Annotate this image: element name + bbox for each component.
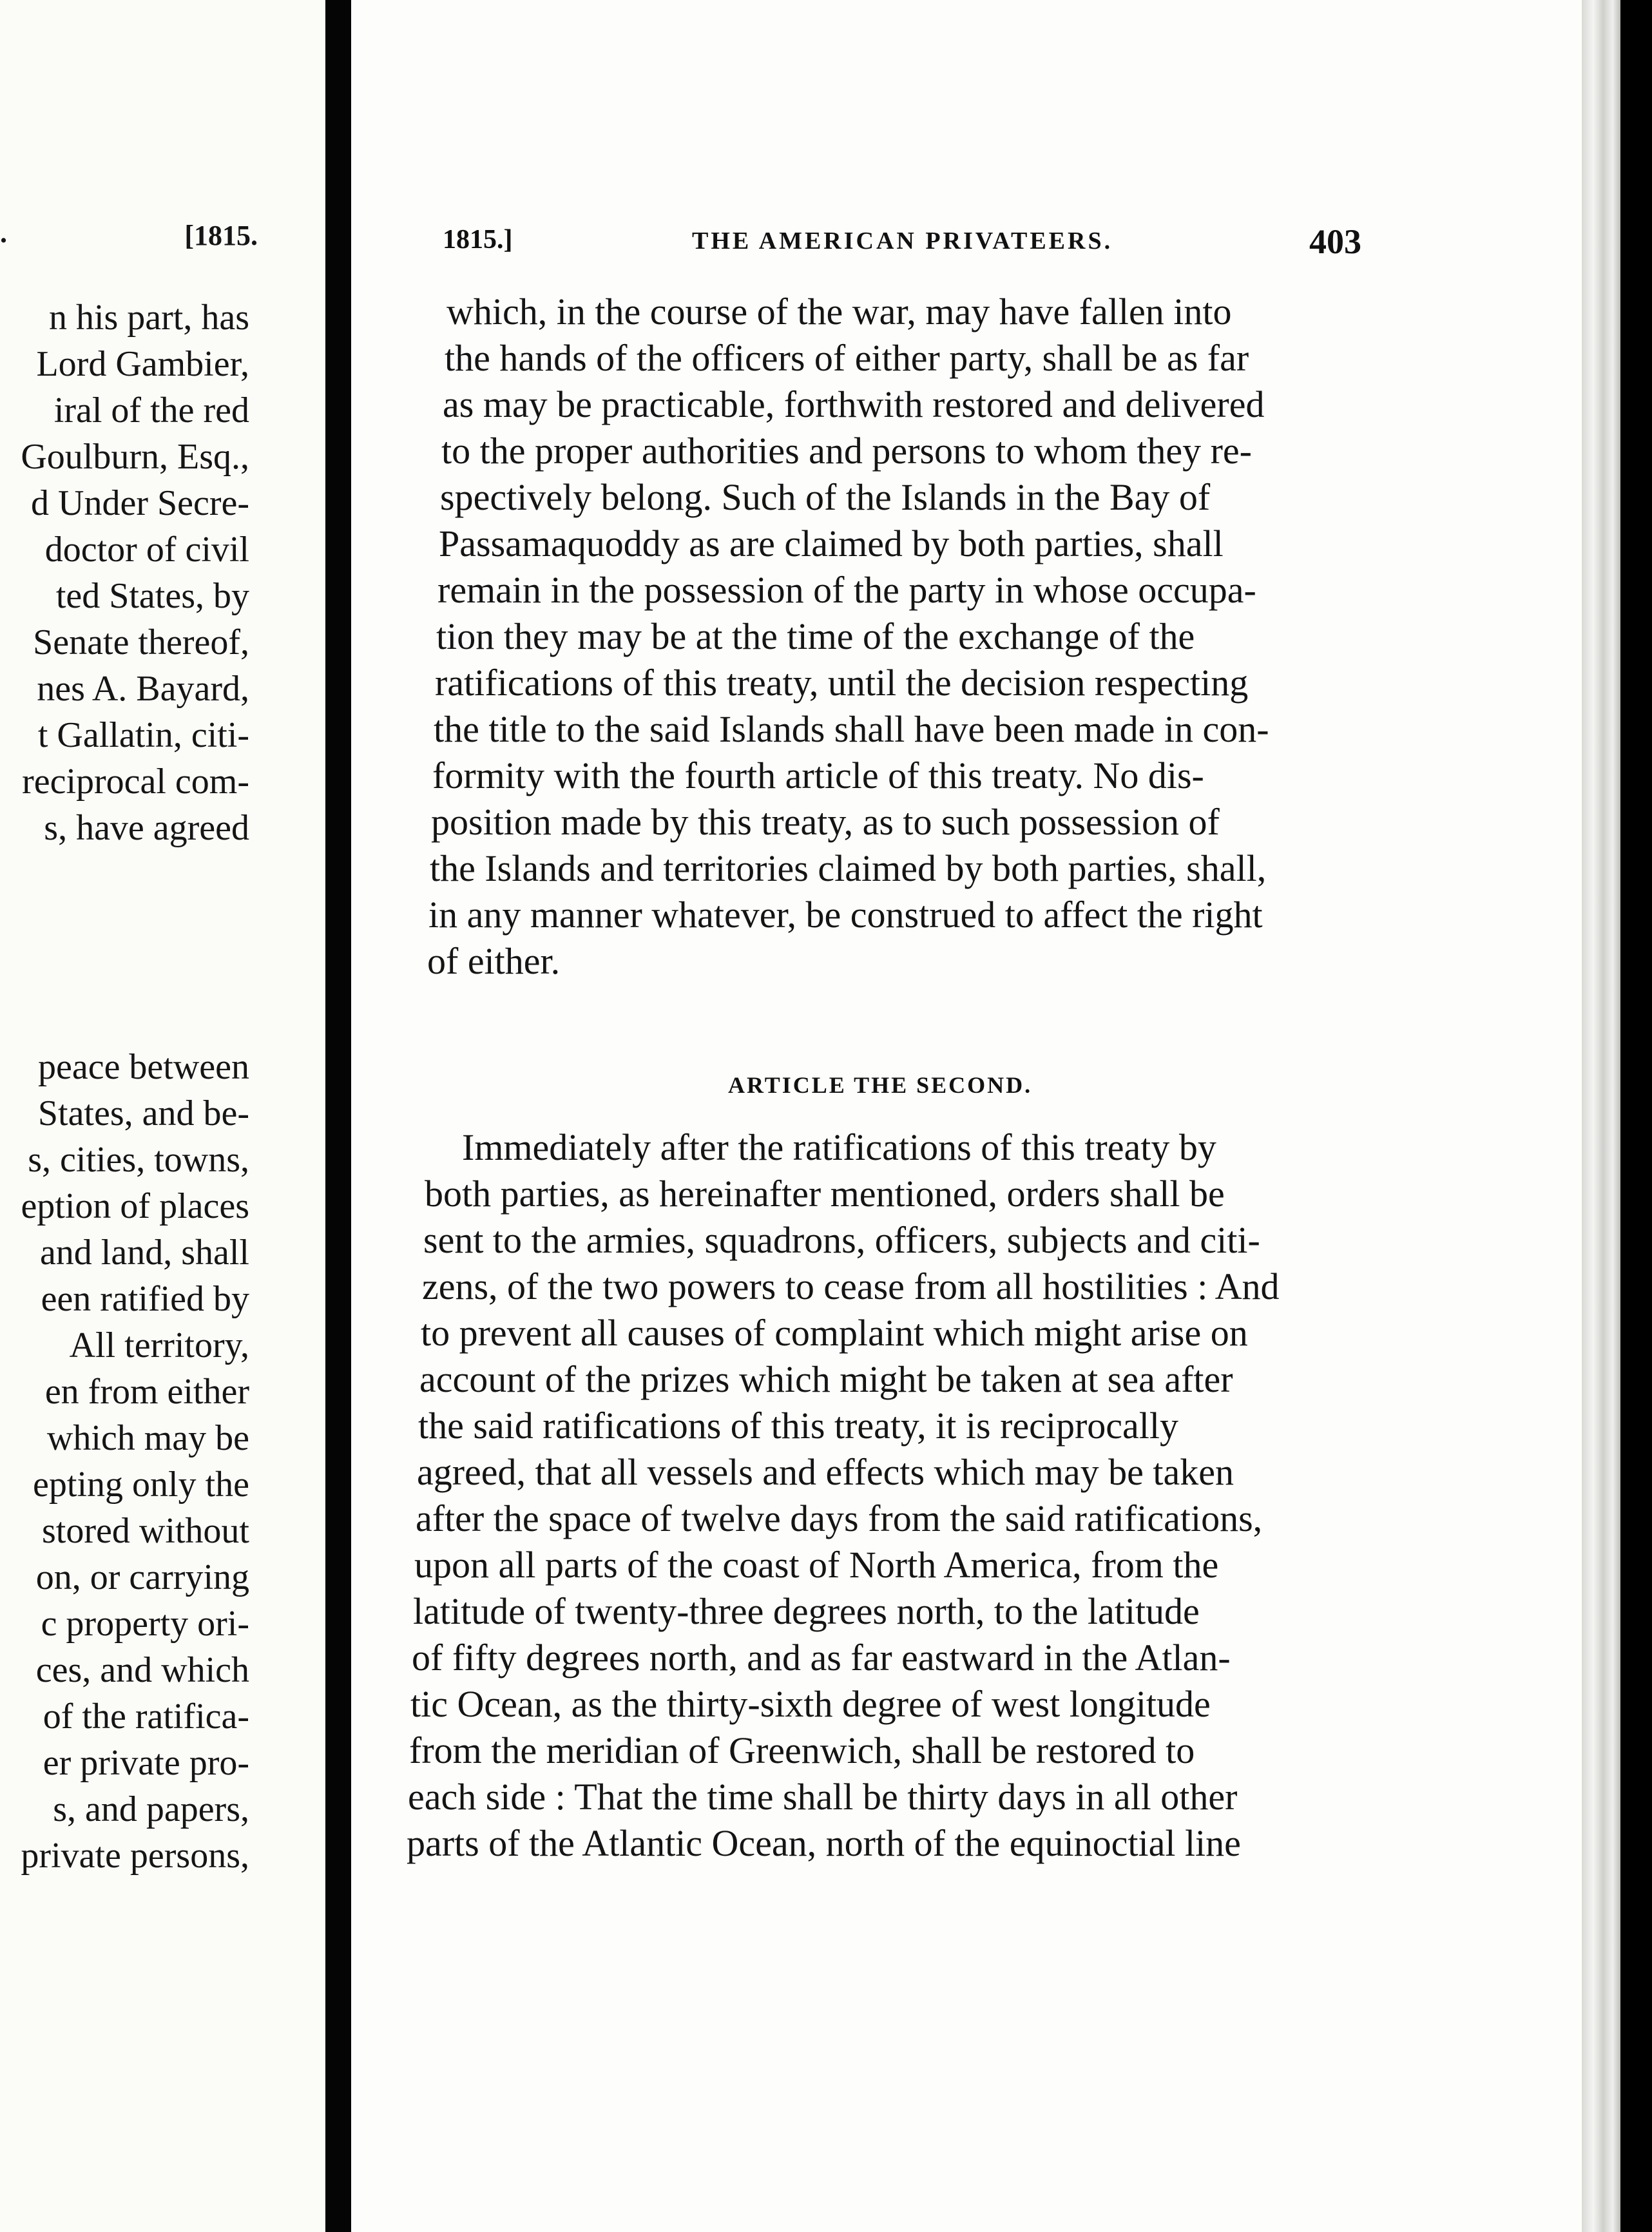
left-text-line: on, or carrying xyxy=(35,1557,249,1597)
left-text-line: which may be xyxy=(46,1418,249,1458)
body-text-line: tion they may be at the time of the exchange of the xyxy=(436,615,1195,657)
running-head xyxy=(443,224,1474,263)
body-text-line: remain in the possession of the party in whose occupa- xyxy=(437,569,1256,611)
left-text-line: and land, shall xyxy=(39,1233,249,1273)
left-text-line: epting only the xyxy=(33,1465,249,1505)
body-text-line: formity with the fourth article of this treaty. No dis- xyxy=(432,755,1204,796)
left-text-line: en from either xyxy=(44,1372,249,1412)
left-text-line: er private pro- xyxy=(43,1743,249,1783)
body-text-line: upon all parts of the coast of North America, from the xyxy=(414,1544,1219,1586)
left-text-line: All territory, xyxy=(69,1325,249,1365)
left-text-line: s, cities, towns, xyxy=(28,1140,249,1180)
left-text-line: Lord Gambier, xyxy=(36,344,249,384)
left-text-line: s, have agreed xyxy=(44,808,249,848)
left-header-dot: . xyxy=(0,217,7,249)
body-text-line: parts of the Atlantic Ocean, north of the equinoctial line xyxy=(407,1822,1241,1864)
left-text-line: stored without xyxy=(42,1511,249,1551)
left-text-line: private persons, xyxy=(21,1836,249,1876)
left-text-line: s, and papers, xyxy=(53,1789,249,1829)
body-text-line: to the proper authorities and persons to whom they re- xyxy=(441,430,1252,472)
page-number: 403 xyxy=(1309,222,1361,261)
left-header-year: [1815. xyxy=(184,220,258,251)
right-page xyxy=(351,0,1620,2232)
left-text-line: Goulburn, Esq., xyxy=(21,437,249,477)
body-text-line: both parties, as hereinafter mentioned, orders shall be xyxy=(425,1173,1225,1215)
body-text-line: position made by this treaty, as to such possession of xyxy=(431,801,1220,843)
body-text-line: the Islands and territories claimed by both parties, shall, xyxy=(430,847,1267,889)
running-head-year: 1815.] xyxy=(443,225,513,255)
body-text-line: each side : That the time shall be thirty days in all other xyxy=(408,1776,1238,1818)
body-text-line: zens, of the two powers to cease from all hostilities : And xyxy=(422,1265,1280,1307)
body-text-line: the title to the said Islands shall have been made in con- xyxy=(434,708,1269,750)
left-text-line: States, and be- xyxy=(37,1093,249,1133)
body-text-line: to prevent all causes of complaint which might arise on xyxy=(421,1312,1248,1354)
article-heading: ARTICLE THE SECOND. xyxy=(728,1072,1033,1098)
left-text-line: ted States, by xyxy=(55,576,249,616)
body-text-line: after the space of twelve days from the said ratifications, xyxy=(416,1497,1263,1539)
body-text-line: which, in the course of the war, may have fallen into xyxy=(447,291,1232,332)
body-text-line: of fifty degrees north, and as far eastward in the Atlan- xyxy=(412,1637,1231,1679)
left-text-line: n his part, has xyxy=(48,298,249,338)
body-text-line: the hands of the officers of either party, shall be as far xyxy=(445,337,1249,379)
body-text-line: spectively belong. Such of the Islands in the Bay of xyxy=(440,476,1211,518)
body-text-line: the said ratifications of this treaty, it is reciprocally xyxy=(418,1405,1179,1447)
left-text-line: nes A. Bayard, xyxy=(37,669,249,709)
left-text-line: Senate thereof, xyxy=(33,622,249,662)
left-text-line: een ratified by xyxy=(41,1279,249,1319)
body-text-line: sent to the armies, squadrons, officers, subjects and citi- xyxy=(423,1219,1260,1261)
left-text-line: iral of the red xyxy=(53,390,249,430)
left-text-line: d Under Secre- xyxy=(31,483,249,523)
left-text-line: reciprocal com- xyxy=(22,762,249,802)
left-text-line: t Gallatin, citi- xyxy=(37,715,249,755)
running-head-title: THE AMERICAN PRIVATEERS. xyxy=(692,227,1113,255)
left-text-line: of the ratifica- xyxy=(43,1697,249,1737)
body-text-line: Passamaquoddy as are claimed by both parties, shall xyxy=(439,523,1224,564)
left-text-line: peace between xyxy=(38,1047,249,1087)
body-text-line: as may be practicable, forthwith restored and delivered xyxy=(443,383,1265,425)
left-text-line: c property ori- xyxy=(41,1604,249,1644)
left-text-line: eption of places xyxy=(21,1186,249,1226)
body-text-line: Immediately after the ratifications of this treaty by xyxy=(462,1126,1216,1168)
body-text-line: latitude of twenty-three degrees north, to the latitude xyxy=(413,1590,1200,1632)
left-page xyxy=(0,0,325,2232)
body-text-line: ratifications of this treaty, until the decision respecting xyxy=(435,662,1249,704)
left-text-line: ces, and which xyxy=(35,1650,249,1690)
body-text-line: in any manner whatever, be construed to affect the right xyxy=(428,894,1263,936)
left-text-line: doctor of civil xyxy=(44,530,249,570)
body-text-line: account of the prizes which might be taken at sea after xyxy=(419,1358,1233,1400)
body-text-line: from the meridian of Greenwich, shall be restored to xyxy=(409,1729,1195,1771)
body-text-line: agreed, that all vessels and effects which may be taken xyxy=(417,1451,1234,1493)
body-text-line: tic Ocean, as the thirty-sixth degree of west longitude xyxy=(410,1683,1211,1725)
page-edge-stack xyxy=(1582,0,1620,2232)
body-text-line: of either. xyxy=(427,940,561,982)
book-gutter xyxy=(325,0,351,2232)
